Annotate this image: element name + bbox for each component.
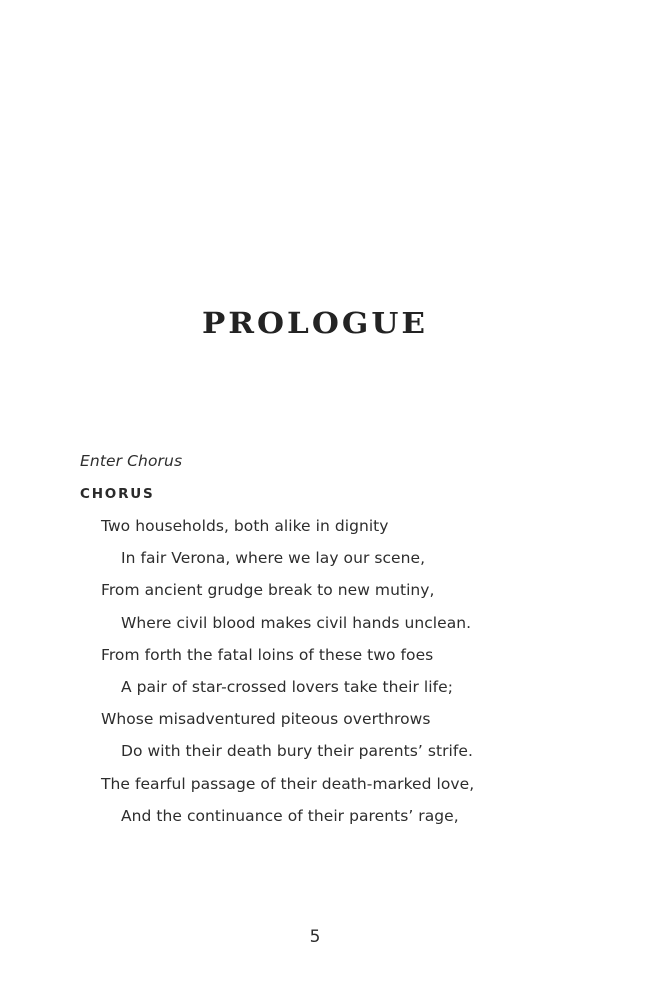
page-number: 5	[309, 927, 321, 947]
verse-line: Whose misadventured piteous overthrows	[101, 710, 431, 729]
verse-line: A pair of star-crossed lovers take their life;	[121, 677, 453, 696]
verse-line: Two households, both alike in dignity	[101, 517, 389, 535]
verse-line: From forth the fatal loins of these two foes	[101, 645, 434, 664]
verse-line: And the continuance of their parents’ rage,	[121, 806, 459, 825]
verse-block	[0, 516, 650, 838]
verse-line: Do with their death bury their parents’ strife.	[121, 742, 473, 761]
verse-line: The fearful passage of their death-marked love,	[101, 774, 475, 793]
stage-direction: Enter Chorus	[80, 452, 183, 470]
verse-line: From ancient grudge break to new mutiny,	[101, 581, 435, 600]
speaker-name: CHORUS	[80, 486, 155, 502]
verse-line: Where civil blood makes civil hands unclean.	[121, 613, 472, 632]
page-title: PROLOGUE	[201, 307, 428, 341]
verse-line: In fair Verona, where we lay our scene,	[121, 549, 426, 568]
